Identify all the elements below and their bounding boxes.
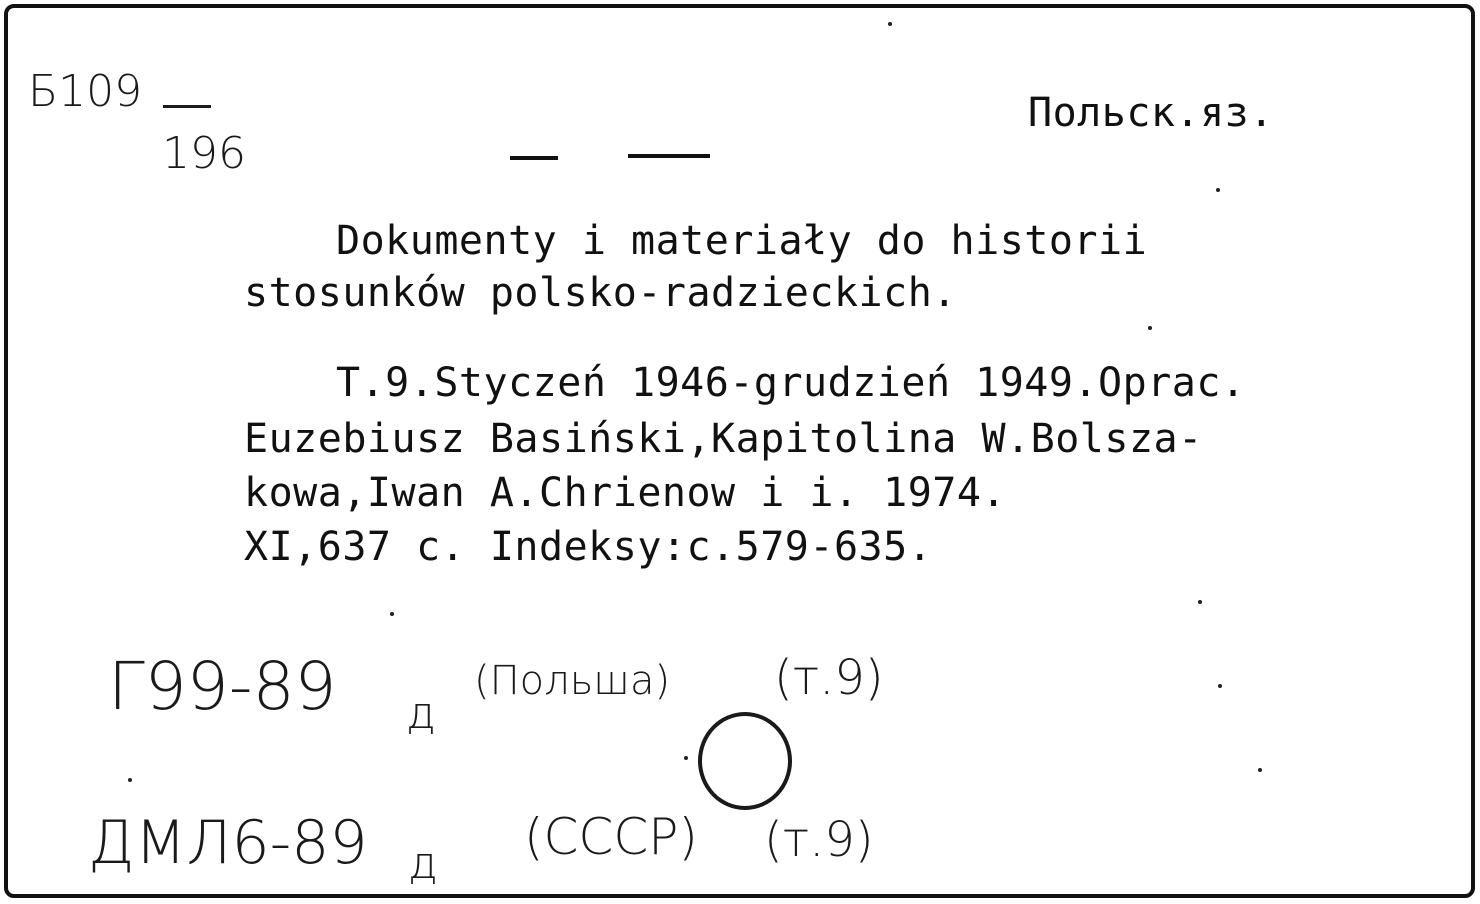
header-dash-right (628, 154, 710, 158)
description-line-3: kowa,Iwan A.Chrienow i i. 1974. (244, 470, 1007, 516)
shelfmark-bottom: 196 (162, 128, 246, 179)
speck (390, 612, 394, 616)
speck (1148, 326, 1152, 330)
handwritten-suffix-1: д (406, 688, 436, 739)
shelfmark-fraction-line (163, 105, 211, 108)
title-line-2: stosunków polsko-radzieckich. (244, 270, 957, 316)
speck (1216, 188, 1220, 192)
speck (1218, 684, 1222, 688)
handwritten-code-2: ДМЛ6-89 (88, 808, 368, 878)
speck (1198, 600, 1202, 604)
description-line-2: Euzebiusz Basiński,Kapitolina W.Bolsza- (244, 416, 1203, 462)
speck (1258, 768, 1262, 772)
handwritten-note-1: (Польша) (474, 658, 671, 704)
handwritten-code-1: Г99-89 (108, 648, 337, 725)
circle-mark (698, 712, 792, 810)
handwritten-suffix-2: д (408, 838, 438, 889)
language-label: Польск.яз. (1028, 90, 1274, 136)
description-line-4: XI,637 c. Indeksy:c.579-635. (244, 524, 933, 570)
catalog-card (4, 4, 1475, 898)
description-line-1: T.9.Styczeń 1946-grudzień 1949.Oprac. (336, 360, 1246, 406)
speck (128, 778, 132, 782)
handwritten-volume-1: (т.9) (774, 650, 884, 706)
shelfmark-top: Б109 (28, 66, 143, 117)
header-dash-left (510, 156, 558, 160)
speck (684, 756, 688, 760)
title-line-1: Dokumenty i materiały do historii (336, 218, 1148, 264)
handwritten-note-2: (СССР) (524, 808, 698, 866)
handwritten-volume-2: (т.9) (764, 812, 874, 868)
speck (888, 22, 892, 26)
